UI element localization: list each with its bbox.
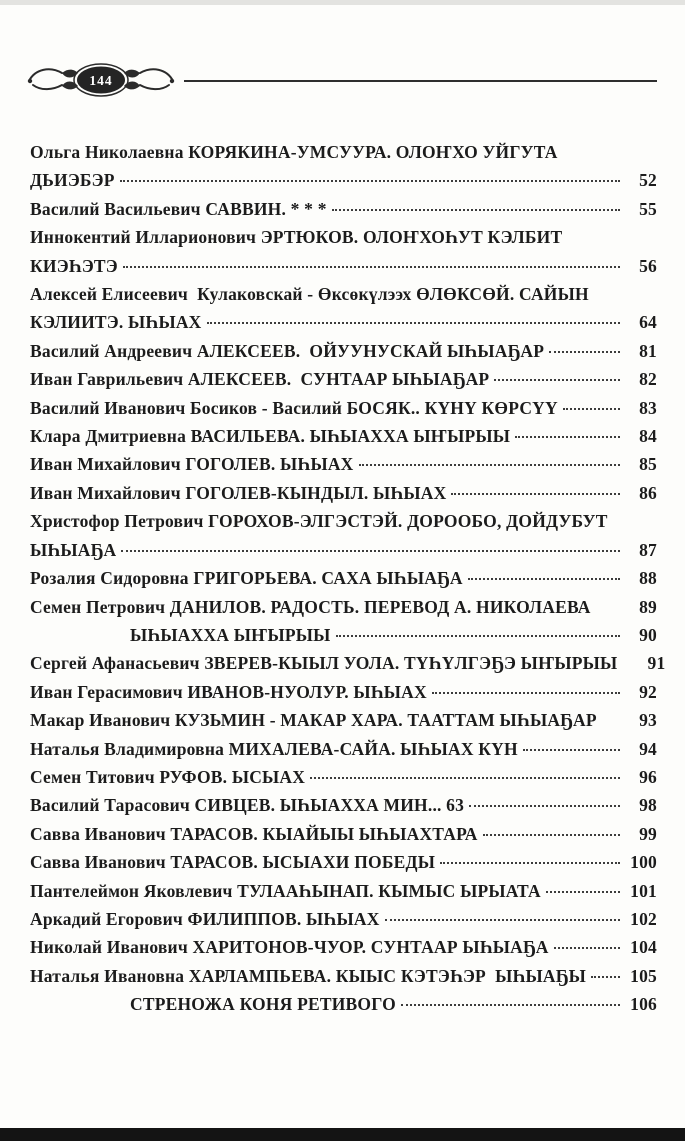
toc-entry-text: Василий Иванович Босиков - Василий БОСЯК.. КҮНҮ КӨРСҮҮ — [30, 397, 558, 418]
toc-entry — [30, 678, 657, 706]
toc-entry-page-number: 105 — [630, 965, 657, 986]
toc-entry-page-number: 106 — [630, 994, 657, 1015]
toc-entry-last-line — [30, 195, 657, 223]
toc-entry-text: Семен Титович РУФОВ. ЫСЫАХ — [30, 766, 306, 787]
toc-entry-page-number: 56 — [639, 255, 657, 276]
toc-entry-page-number: 88 — [639, 568, 657, 589]
toc-entry — [30, 735, 657, 763]
toc-entry-wrapped-lines — [30, 223, 657, 251]
toc-entry-wrapped-lines — [30, 507, 657, 535]
toc-entry-text: Василий Тарасович СИВЦЕВ. ЫҺЫАХХА МИН... 63 — [30, 795, 465, 816]
toc-entry-last-line — [30, 422, 657, 450]
toc-entry-page-number: 104 — [630, 937, 657, 958]
toc-entry-text: Наталья Ивановна ХАРЛАМПЬЕВА. КЫЫС КЭТЭҺЭР ЫҺЫАҔЫ — [30, 965, 586, 986]
dot-leader — [440, 862, 620, 864]
toc-entry-last-line — [30, 394, 657, 422]
toc-entry-text: ДЬИЭБЭР — [30, 170, 115, 191]
toc-entry — [30, 848, 657, 876]
toc-entry-last-line — [30, 962, 657, 990]
toc-entry — [30, 962, 657, 990]
dot-leader — [123, 266, 620, 268]
toc-entry-page-number: 96 — [639, 766, 657, 787]
toc-entry — [30, 933, 657, 961]
toc-entry-last-line — [30, 252, 657, 280]
toc-entry — [30, 365, 657, 393]
dot-leader — [549, 351, 620, 353]
toc-entry-last-line — [30, 649, 666, 677]
toc-entry-last-line — [30, 365, 657, 393]
toc-entry-text: Клара Дмитриевна ВАСИЛЬЕВА. ЫҺЫАХХА ЫҤЫРЫЫ — [30, 426, 511, 447]
dot-leader — [310, 777, 620, 779]
toc-list — [30, 138, 666, 1019]
toc-entry-page-number: 102 — [630, 908, 657, 929]
toc-entry-last-line — [30, 678, 657, 706]
toc-entry-text: Иван Михайлович ГОГОЛЕВ-КЫНДЫЛ. ЫҺЫАХ — [30, 482, 447, 503]
toc-entry-last-line — [30, 337, 657, 365]
toc-entry — [30, 280, 657, 337]
toc-entry-page-number: 84 — [639, 426, 657, 447]
header-rule — [184, 80, 657, 82]
toc-entry — [30, 593, 657, 621]
toc-entry-last-line — [30, 763, 657, 791]
scan-top-edge — [0, 0, 685, 5]
toc-entry-page-number: 64 — [639, 312, 657, 333]
dot-leader — [121, 550, 620, 552]
toc-entry-last-line — [30, 166, 657, 194]
header-ornament — [26, 60, 176, 100]
toc-entry — [30, 990, 657, 1018]
toc-entry — [30, 507, 657, 564]
toc-entry — [30, 791, 657, 819]
toc-entry-last-line — [30, 735, 657, 763]
toc-entry-text: Василий Андреевич АЛЕКСЕЕВ. ОЙУУНУСКАЙ ЫҺЫАҔАР — [30, 340, 545, 361]
toc-entry-last-line — [30, 593, 657, 621]
toc-entry-text: Сергей Афанасьевич ЗВЕРЕВ-КЫЫЛ УОЛА. ТҮҺҮЛГЭҔЭ ЫҤЫРЫЫ — [30, 653, 618, 674]
toc-entry-text: Иван Герасимович ИВАНОВ-НУОЛУР. ЫҺЫАХ — [30, 681, 427, 702]
toc-entry-text: Семен Петрович ДАНИЛОВ. РАДОСТЬ. ПЕРЕВОД А. НИКОЛАЕВА — [30, 596, 591, 617]
toc-entry — [30, 564, 657, 592]
scan-bottom-edge — [0, 1128, 685, 1141]
dot-leader — [332, 209, 620, 211]
toc-entry-page-number: 55 — [639, 198, 657, 219]
toc-entry-text: Аркадий Егорович ФИЛИППОВ. ЫҺЫАХ — [30, 908, 380, 929]
page-header — [26, 58, 657, 102]
dot-leader — [336, 635, 621, 637]
dot-leader — [591, 976, 620, 978]
toc-entry-page-number: 99 — [639, 823, 657, 844]
toc-entry-last-line — [30, 564, 657, 592]
dot-leader — [515, 436, 620, 438]
toc-entry — [30, 337, 657, 365]
toc-entry-line: Христофор Петрович ГОРОХОВ-ЭЛГЭСТЭЙ. ДОРООБО, ДОЙДУБУТ — [30, 511, 608, 532]
toc-entry-text: Василий Васильевич САВВИН. * * * — [30, 198, 327, 219]
dot-leader — [469, 805, 620, 807]
dot-leader — [432, 692, 620, 694]
toc-entry — [30, 138, 657, 195]
toc-entry-last-line — [30, 791, 657, 819]
toc-entry — [30, 195, 657, 223]
toc-entry-line: Ольга Николаевна КОРЯКИНА-УМСУУРА. ОЛОҤХО УЙГУТА — [30, 142, 558, 162]
toc-entry-text: Наталья Владимировна МИХАЛЕВА-САЙА. ЫҺЫАХ КҮН — [30, 738, 518, 759]
dot-leader — [468, 578, 620, 580]
toc-entry — [30, 479, 657, 507]
toc-entry-page-number: 86 — [639, 482, 657, 503]
toc-entry-last-line — [130, 990, 657, 1018]
toc-entry-page-number: 83 — [639, 397, 657, 418]
toc-entry-text: Пантелеймон Яковлевич ТУЛААҺЫНАП. КЫМЫС ЫРЫАТА — [30, 880, 541, 901]
toc-entry-page-number: 90 — [639, 624, 657, 645]
toc-entry-page-number: 87 — [639, 539, 657, 560]
toc-entry-page-number: 93 — [639, 710, 657, 731]
toc-entry-text: СТРЕНОЖА КОНЯ РЕТИВОГО — [130, 994, 396, 1015]
toc-entry — [30, 394, 657, 422]
dot-leader — [483, 834, 620, 836]
toc-entry-last-line — [30, 536, 657, 564]
dot-leader — [401, 1004, 620, 1006]
dot-leader — [523, 749, 620, 751]
dot-leader — [359, 464, 620, 466]
toc-entry — [30, 422, 657, 450]
dot-leader — [207, 322, 620, 324]
toc-entry-last-line — [30, 877, 657, 905]
toc-entry-page-number: 52 — [639, 170, 657, 191]
dot-leader — [546, 891, 620, 893]
toc-entry-page-number: 82 — [639, 369, 657, 390]
toc-entry-text: ЫҺЫАҔА — [30, 539, 117, 560]
toc-entry-text: Иван Михайлович ГОГОЛЕВ. ЫҺЫАХ — [30, 454, 354, 475]
dot-leader — [494, 379, 620, 381]
toc-entry — [30, 877, 657, 905]
toc-entry — [30, 621, 657, 649]
toc-entry-text: КИЭҺЭТЭ — [30, 255, 118, 276]
toc-entry-text: Савва Иванович ТАРАСОВ. КЫАЙЫЫ ЫҺЫАХТАРА — [30, 823, 478, 844]
toc-entry-last-line — [30, 479, 657, 507]
toc-entry — [30, 450, 657, 478]
toc-entry-text: Розалия Сидоровна ГРИГОРЬЕВА. САХА ЫҺЫАҔА — [30, 568, 463, 589]
toc-entry-last-line — [30, 848, 657, 876]
toc-entry-last-line — [30, 308, 657, 336]
toc-entry-last-line — [30, 820, 657, 848]
toc-entry-text: Иван Гаврильевич АЛЕКСЕЕВ. СУНТААР ЫҺЫАҔАР — [30, 369, 490, 390]
toc-entry — [30, 763, 657, 791]
toc-entry-text: ЫҺЫАХХА ЫҤЫРЫЫ — [130, 624, 331, 645]
toc-entry-page-number: 101 — [630, 880, 657, 901]
toc-entry — [30, 649, 666, 677]
toc-entry-page-number: 81 — [639, 340, 657, 361]
toc-entry-last-line — [30, 450, 657, 478]
toc-entry-last-line — [30, 905, 657, 933]
toc-entry-text: Николай Иванович ХАРИТОНОВ-ЧУОР. СУНТААР ЫҺЫАҔА — [30, 937, 549, 958]
dot-leader — [563, 408, 620, 410]
toc-entry-page-number: 89 — [639, 596, 657, 617]
toc-entry-page-number: 92 — [639, 681, 657, 702]
toc-entry — [30, 706, 657, 734]
dot-leader — [451, 493, 620, 495]
toc-entry — [30, 820, 657, 848]
toc-entry-last-line — [130, 621, 657, 649]
toc-entry-text: Савва Иванович ТАРАСОВ. ЫСЫАХИ ПОБЕДЫ — [30, 852, 436, 873]
toc-entry-line: Алексей Елисеевич Кулаковскай - Өксөкүлээх ӨЛӨКСӨЙ. САЙЫН — [30, 284, 589, 305]
page-number: 144 — [89, 73, 113, 88]
toc-entry-page-number: 91 — [647, 653, 666, 674]
toc-entry-page-number: 100 — [630, 852, 657, 873]
toc-entry-line: Иннокентий Илларионович ЭРТЮКОВ. ОЛОҤХОҺУТ КЭЛБИТ — [30, 227, 563, 248]
toc-entry-last-line — [30, 933, 657, 961]
toc-entry-wrapped-lines — [30, 138, 657, 166]
toc-entry-last-line — [30, 706, 657, 734]
dot-leader — [385, 919, 620, 921]
dot-leader — [554, 947, 620, 949]
toc-entry-page-number: 85 — [639, 454, 657, 475]
toc-entry — [30, 223, 657, 280]
toc-entry-text: КЭЛИИТЭ. ЫҺЫАХ — [30, 312, 202, 333]
toc-entry-text: Макар Иванович КУЗЬМИН - МАКАР ХАРА. ТААТТАМ ЫҺЫАҔАР — [30, 710, 597, 731]
toc-entry — [30, 905, 657, 933]
toc-entry-page-number: 94 — [639, 738, 657, 759]
toc-entry-wrapped-lines — [30, 280, 657, 308]
dot-leader — [120, 180, 620, 182]
toc-entry-page-number: 98 — [639, 795, 657, 816]
